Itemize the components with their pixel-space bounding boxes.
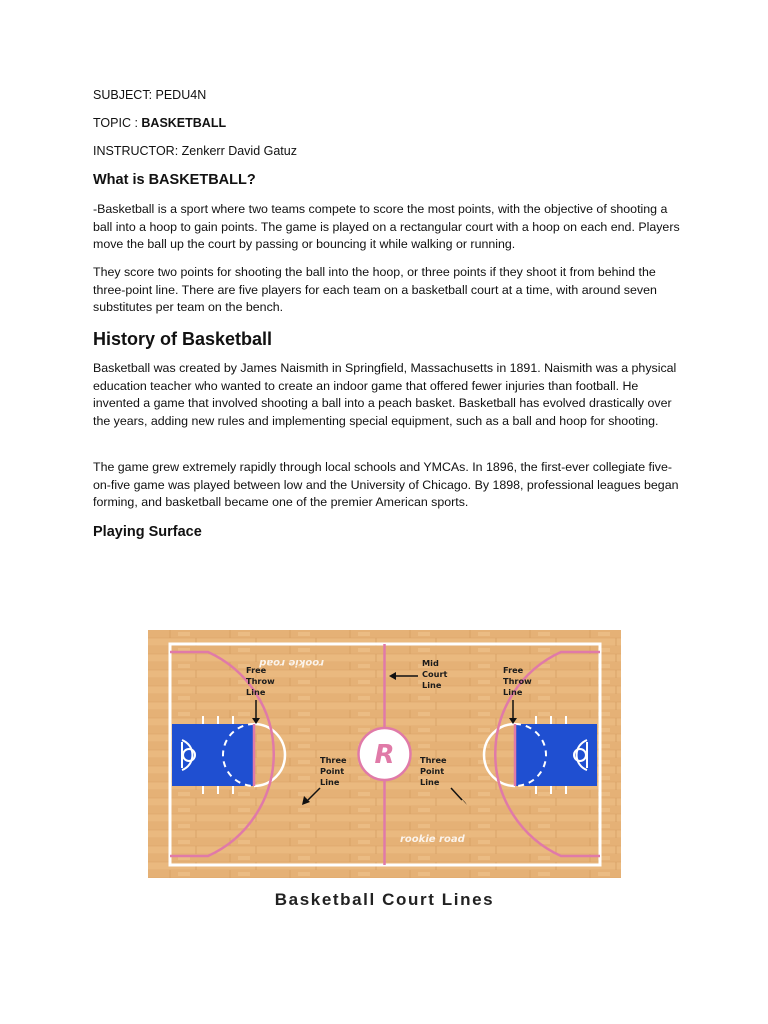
svg-text:Line: Line: [246, 687, 266, 697]
history-paragraph-2: The game grew extremely rapidly through local schools and YMCAs. In 1896, the first-ever collegiate five-on-five game was played between low and the University of Chicago. By 1898, professional leagues began forming, and basketball became one of the premier American sports.: [93, 460, 679, 510]
topic-prefix: TOPIC :: [93, 116, 142, 130]
right-paint: [515, 724, 597, 786]
svg-text:Line: Line: [503, 687, 523, 697]
history-paragraph-1: Basketball was created by James Naismith in Springfield, Massachusetts in 1891. Naismith was a physical education teacher who wanted to create an indoor game that offered fewer injuries than football. He invented a game that involved shooting a ball into a peach basket. Basketball has evolved drastically over the years, adding new rules and implementing special equipment, such as a ball and hoop for shooting.: [93, 361, 677, 428]
svg-text:Throw: Throw: [246, 676, 275, 686]
center-logo: R: [374, 740, 395, 770]
brand-wordmark-top: rookie road: [259, 657, 324, 668]
brand-wordmark-bottom: rookie road: [400, 834, 465, 845]
svg-text:Three: Three: [320, 755, 347, 765]
svg-text:Line: Line: [422, 680, 442, 690]
court-diagram-title: Basketball Court Lines: [274, 890, 495, 909]
subject-line: SUBJECT: PEDU4N: [93, 88, 207, 102]
basketball-court-diagram: [148, 630, 621, 878]
what-is-heading: What is BASKETBALL?: [93, 172, 256, 188]
svg-text:Free: Free: [503, 665, 524, 675]
topic-value: BASKETBALL: [141, 116, 227, 130]
svg-text:Mid: Mid: [422, 658, 439, 668]
svg-text:Court: Court: [422, 669, 448, 679]
svg-text:Throw: Throw: [503, 676, 532, 686]
svg-text:Point: Point: [420, 766, 445, 776]
playing-surface-heading: Playing Surface: [93, 524, 202, 540]
svg-text:Three: Three: [420, 755, 447, 765]
instructor-line: INSTRUCTOR: Zenkerr David Gatuz: [93, 144, 297, 158]
what-is-paragraph-2: They score two points for shooting the ball into the hoop, or three points if they shoot it from behind the three-point line. There are five players for each team on a basketball court at a time, with around seven substitutes per team on the bench.: [93, 265, 657, 315]
svg-text:Line: Line: [320, 777, 340, 787]
left-paint: [172, 724, 254, 786]
svg-text:Point: Point: [320, 766, 345, 776]
svg-text:Line: Line: [420, 777, 440, 787]
history-heading: History of Basketball: [93, 329, 273, 349]
svg-text:Free: Free: [246, 665, 267, 675]
what-is-paragraph-1: -Basketball is a sport where two teams compete to score the most points, with the objective of shooting a ball into a hoop to gain points. The game is played on a rectangular court with a hoop on each end. Players move the ball up the court by passing or bouncing it while walking or running.: [93, 202, 680, 252]
topic-line: [93, 116, 226, 130]
